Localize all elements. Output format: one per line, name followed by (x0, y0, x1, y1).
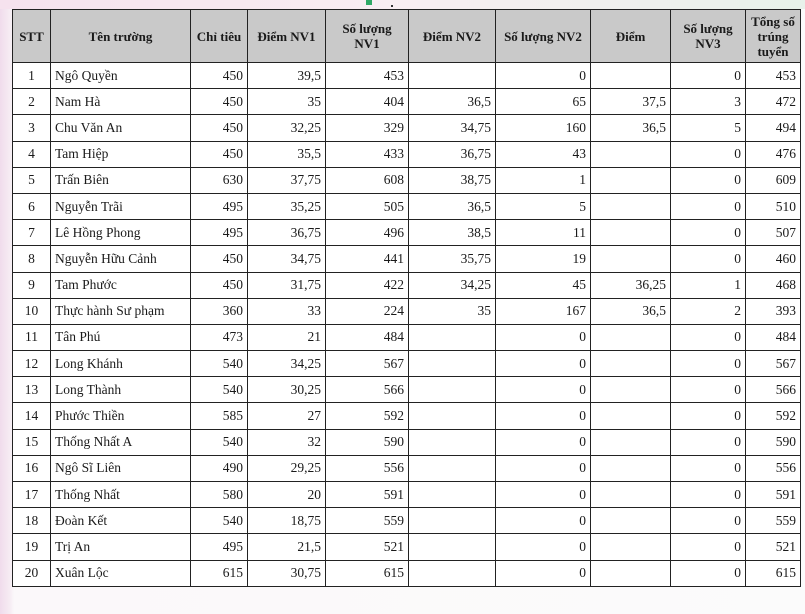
cell-stt: 13 (13, 377, 51, 403)
table-row (13, 455, 801, 481)
cell-total-admitted: 453 (746, 63, 801, 89)
cell-stt: 3 (13, 115, 51, 141)
cell-quota: 473 (191, 324, 248, 350)
cell-quota: 630 (191, 167, 248, 193)
cell-stt: 17 (13, 482, 51, 508)
table-row (13, 89, 801, 115)
cell-school-name: Lê Hồng Phong (51, 220, 191, 246)
cell-count-nv3: 0 (671, 482, 746, 508)
cell-score-nv3 (591, 429, 671, 455)
cell-total-admitted: 615 (746, 560, 801, 586)
header-total-admitted: Tổng số trúng tuyển (746, 10, 801, 63)
cell-count-nv3: 0 (671, 141, 746, 167)
cell-school-name: Trị An (51, 534, 191, 560)
cell-score-nv1: 35 (248, 89, 326, 115)
cell-quota: 540 (191, 508, 248, 534)
cell-count-nv2: 0 (496, 534, 591, 560)
table-row (13, 220, 801, 246)
cell-count-nv2: 0 (496, 455, 591, 481)
cell-school-name: Trấn Biên (51, 167, 191, 193)
cell-count-nv1: 556 (326, 455, 409, 481)
cell-score-nv3 (591, 508, 671, 534)
table-row (13, 429, 801, 455)
cell-stt: 2 (13, 89, 51, 115)
cell-count-nv3: 0 (671, 167, 746, 193)
cell-score-nv1: 27 (248, 403, 326, 429)
cell-total-admitted: 556 (746, 455, 801, 481)
cell-score-nv2 (409, 455, 496, 481)
header-score-nv1: Điểm NV1 (248, 10, 326, 63)
cell-count-nv1: 404 (326, 89, 409, 115)
cell-quota: 540 (191, 351, 248, 377)
cell-score-nv2 (409, 429, 496, 455)
cell-school-name: Đoàn Kết (51, 508, 191, 534)
cell-score-nv1: 30,25 (248, 377, 326, 403)
cell-stt: 12 (13, 351, 51, 377)
cell-score-nv1: 18,75 (248, 508, 326, 534)
cell-count-nv1: 521 (326, 534, 409, 560)
cell-total-admitted: 566 (746, 377, 801, 403)
cell-score-nv3 (591, 63, 671, 89)
cell-count-nv2: 167 (496, 298, 591, 324)
cell-school-name: Thống Nhất (51, 482, 191, 508)
cell-total-admitted: 591 (746, 482, 801, 508)
cell-count-nv3: 0 (671, 455, 746, 481)
cell-stt: 7 (13, 220, 51, 246)
table-row (13, 534, 801, 560)
table-row (13, 272, 801, 298)
cell-count-nv3: 1 (671, 272, 746, 298)
cell-count-nv3: 2 (671, 298, 746, 324)
cell-count-nv3: 0 (671, 377, 746, 403)
dot-mark (391, 5, 393, 7)
cell-count-nv2: 19 (496, 246, 591, 272)
cell-count-nv2: 0 (496, 63, 591, 89)
cell-score-nv2 (409, 534, 496, 560)
cell-count-nv1: 567 (326, 351, 409, 377)
cell-count-nv3: 5 (671, 115, 746, 141)
cell-total-admitted: 609 (746, 167, 801, 193)
cell-count-nv1: 453 (326, 63, 409, 89)
cell-score-nv3 (591, 141, 671, 167)
cell-score-nv2 (409, 403, 496, 429)
cell-count-nv3: 0 (671, 351, 746, 377)
cell-total-admitted: 507 (746, 220, 801, 246)
cell-total-admitted: 590 (746, 429, 801, 455)
cell-count-nv1: 441 (326, 246, 409, 272)
cell-stt: 20 (13, 560, 51, 586)
cell-score-nv3 (591, 455, 671, 481)
cell-count-nv1: 566 (326, 377, 409, 403)
cell-score-nv2 (409, 63, 496, 89)
cell-score-nv3 (591, 534, 671, 560)
header-count-nv2: Số lượng NV2 (496, 10, 591, 63)
cell-score-nv1: 37,75 (248, 167, 326, 193)
cell-count-nv2: 0 (496, 508, 591, 534)
cell-score-nv1: 35,5 (248, 141, 326, 167)
cell-score-nv1: 39,5 (248, 63, 326, 89)
cell-school-name: Xuân Lộc (51, 560, 191, 586)
cell-quota: 450 (191, 272, 248, 298)
cell-school-name: Long Thành (51, 377, 191, 403)
table-row (13, 351, 801, 377)
cell-stt: 14 (13, 403, 51, 429)
cell-count-nv2: 160 (496, 115, 591, 141)
cell-total-admitted: 460 (746, 246, 801, 272)
cell-school-name: Thống Nhất A (51, 429, 191, 455)
cell-count-nv1: 591 (326, 482, 409, 508)
cell-score-nv2: 34,25 (409, 272, 496, 298)
cell-score-nv2: 36,75 (409, 141, 496, 167)
table-row (13, 377, 801, 403)
cell-stt: 18 (13, 508, 51, 534)
cell-score-nv1: 29,25 (248, 455, 326, 481)
cell-score-nv3 (591, 193, 671, 219)
cell-school-name: Tam Hiệp (51, 141, 191, 167)
cell-total-admitted: 521 (746, 534, 801, 560)
cell-score-nv3 (591, 220, 671, 246)
cell-count-nv2: 0 (496, 324, 591, 350)
cell-quota: 585 (191, 403, 248, 429)
cell-count-nv3: 0 (671, 246, 746, 272)
table-row (13, 167, 801, 193)
cell-score-nv2 (409, 377, 496, 403)
cell-score-nv1: 35,25 (248, 193, 326, 219)
cell-count-nv1: 615 (326, 560, 409, 586)
cell-count-nv1: 422 (326, 272, 409, 298)
cell-school-name: Tam Phước (51, 272, 191, 298)
cell-total-admitted: 472 (746, 89, 801, 115)
cell-count-nv1: 484 (326, 324, 409, 350)
cell-count-nv3: 0 (671, 63, 746, 89)
cell-count-nv3: 0 (671, 508, 746, 534)
cell-score-nv1: 32 (248, 429, 326, 455)
cell-school-name: Ngô Quyền (51, 63, 191, 89)
cell-stt: 16 (13, 455, 51, 481)
cell-count-nv1: 608 (326, 167, 409, 193)
cell-total-admitted: 393 (746, 298, 801, 324)
table-row (13, 298, 801, 324)
cell-score-nv1: 36,75 (248, 220, 326, 246)
cell-count-nv2: 11 (496, 220, 591, 246)
cell-quota: 495 (191, 534, 248, 560)
cell-quota: 540 (191, 429, 248, 455)
table-row (13, 403, 801, 429)
cell-score-nv2 (409, 508, 496, 534)
cell-score-nv3 (591, 351, 671, 377)
cell-count-nv2: 0 (496, 403, 591, 429)
cell-count-nv1: 496 (326, 220, 409, 246)
cell-school-name: Nguyễn Trãi (51, 193, 191, 219)
table-row (13, 115, 801, 141)
header-row (13, 10, 801, 63)
cell-score-nv3: 36,25 (591, 272, 671, 298)
cell-stt: 6 (13, 193, 51, 219)
cell-count-nv1: 433 (326, 141, 409, 167)
cell-score-nv2: 35,75 (409, 246, 496, 272)
cell-school-name: Thực hành Sư phạm (51, 298, 191, 324)
header-count-nv1: Số lượng NV1 (326, 10, 409, 63)
cell-score-nv2 (409, 482, 496, 508)
cell-stt: 4 (13, 141, 51, 167)
cell-count-nv2: 0 (496, 351, 591, 377)
cell-school-name: Chu Văn An (51, 115, 191, 141)
cell-total-admitted: 476 (746, 141, 801, 167)
cell-score-nv2: 38,75 (409, 167, 496, 193)
header-school-name: Tên trường (51, 10, 191, 63)
top-strip (0, 0, 805, 9)
cell-count-nv1: 505 (326, 193, 409, 219)
cell-quota: 450 (191, 63, 248, 89)
cell-score-nv1: 31,75 (248, 272, 326, 298)
cell-quota: 450 (191, 89, 248, 115)
cell-total-admitted: 468 (746, 272, 801, 298)
cell-score-nv2: 38,5 (409, 220, 496, 246)
table-row (13, 63, 801, 89)
cell-school-name: Phước Thiền (51, 403, 191, 429)
cell-count-nv2: 0 (496, 560, 591, 586)
cell-quota: 360 (191, 298, 248, 324)
cell-count-nv3: 0 (671, 324, 746, 350)
cell-score-nv1: 34,75 (248, 246, 326, 272)
cell-stt: 5 (13, 167, 51, 193)
table-row (13, 141, 801, 167)
cell-stt: 11 (13, 324, 51, 350)
cell-score-nv1: 30,75 (248, 560, 326, 586)
cell-count-nv2: 65 (496, 89, 591, 115)
cell-score-nv1: 34,25 (248, 351, 326, 377)
cell-score-nv2: 34,75 (409, 115, 496, 141)
cell-score-nv3: 36,5 (591, 115, 671, 141)
cell-stt: 9 (13, 272, 51, 298)
cell-total-admitted: 559 (746, 508, 801, 534)
cell-stt: 8 (13, 246, 51, 272)
cell-stt: 19 (13, 534, 51, 560)
cell-school-name: Nguyễn Hữu Cảnh (51, 246, 191, 272)
cell-count-nv2: 45 (496, 272, 591, 298)
header-score-nv3: Điểm (591, 10, 671, 63)
cell-count-nv3: 0 (671, 403, 746, 429)
cell-score-nv3 (591, 246, 671, 272)
cell-count-nv1: 559 (326, 508, 409, 534)
cell-score-nv1: 20 (248, 482, 326, 508)
table-row (13, 246, 801, 272)
cell-score-nv2 (409, 324, 496, 350)
cell-quota: 615 (191, 560, 248, 586)
cell-count-nv1: 592 (326, 403, 409, 429)
cell-quota: 495 (191, 193, 248, 219)
cell-count-nv1: 590 (326, 429, 409, 455)
cell-stt: 1 (13, 63, 51, 89)
cell-school-name: Nam Hà (51, 89, 191, 115)
cell-score-nv3 (591, 377, 671, 403)
table-row (13, 324, 801, 350)
cell-count-nv3: 0 (671, 534, 746, 560)
cell-count-nv3: 0 (671, 429, 746, 455)
cell-score-nv3 (591, 324, 671, 350)
cell-quota: 580 (191, 482, 248, 508)
cell-score-nv2: 36,5 (409, 89, 496, 115)
cell-score-nv3 (591, 167, 671, 193)
cell-score-nv3 (591, 403, 671, 429)
cell-count-nv3: 0 (671, 193, 746, 219)
cell-stt: 10 (13, 298, 51, 324)
header-stt: STT (13, 10, 51, 63)
cell-quota: 490 (191, 455, 248, 481)
cell-total-admitted: 510 (746, 193, 801, 219)
cell-score-nv1: 32,25 (248, 115, 326, 141)
cell-quota: 450 (191, 246, 248, 272)
cell-score-nv2 (409, 351, 496, 377)
cell-count-nv2: 0 (496, 377, 591, 403)
cell-stt: 15 (13, 429, 51, 455)
cell-count-nv2: 43 (496, 141, 591, 167)
cell-score-nv1: 33 (248, 298, 326, 324)
cell-count-nv2: 0 (496, 482, 591, 508)
cell-score-nv1: 21,5 (248, 534, 326, 560)
cell-school-name: Long Khánh (51, 351, 191, 377)
table-row (13, 508, 801, 534)
cell-quota: 450 (191, 141, 248, 167)
cell-count-nv1: 224 (326, 298, 409, 324)
table-body (13, 63, 801, 587)
cell-total-admitted: 567 (746, 351, 801, 377)
header-quota: Chỉ tiêu (191, 10, 248, 63)
cell-score-nv2 (409, 560, 496, 586)
cell-count-nv2: 0 (496, 429, 591, 455)
cell-score-nv3: 37,5 (591, 89, 671, 115)
cell-score-nv3: 36,5 (591, 298, 671, 324)
header-count-nv3: Số lượng NV3 (671, 10, 746, 63)
cell-count-nv2: 1 (496, 167, 591, 193)
cell-score-nv1: 21 (248, 324, 326, 350)
table-row (13, 560, 801, 586)
cell-quota: 495 (191, 220, 248, 246)
header-score-nv2: Điểm NV2 (409, 10, 496, 63)
cell-score-nv2: 36,5 (409, 193, 496, 219)
cell-quota: 540 (191, 377, 248, 403)
cell-count-nv3: 3 (671, 89, 746, 115)
cell-total-admitted: 484 (746, 324, 801, 350)
cell-school-name: Tân Phú (51, 324, 191, 350)
cell-count-nv3: 0 (671, 560, 746, 586)
admission-results-table (12, 9, 801, 587)
cell-count-nv1: 329 (326, 115, 409, 141)
cell-score-nv2: 35 (409, 298, 496, 324)
cell-count-nv3: 0 (671, 220, 746, 246)
green-marker-icon (366, 0, 372, 5)
cell-total-admitted: 592 (746, 403, 801, 429)
table-row (13, 482, 801, 508)
cell-score-nv3 (591, 560, 671, 586)
cell-score-nv3 (591, 482, 671, 508)
cell-total-admitted: 494 (746, 115, 801, 141)
cell-school-name: Ngô Sĩ Liên (51, 455, 191, 481)
table-row (13, 193, 801, 219)
cell-quota: 450 (191, 115, 248, 141)
cell-count-nv2: 5 (496, 193, 591, 219)
